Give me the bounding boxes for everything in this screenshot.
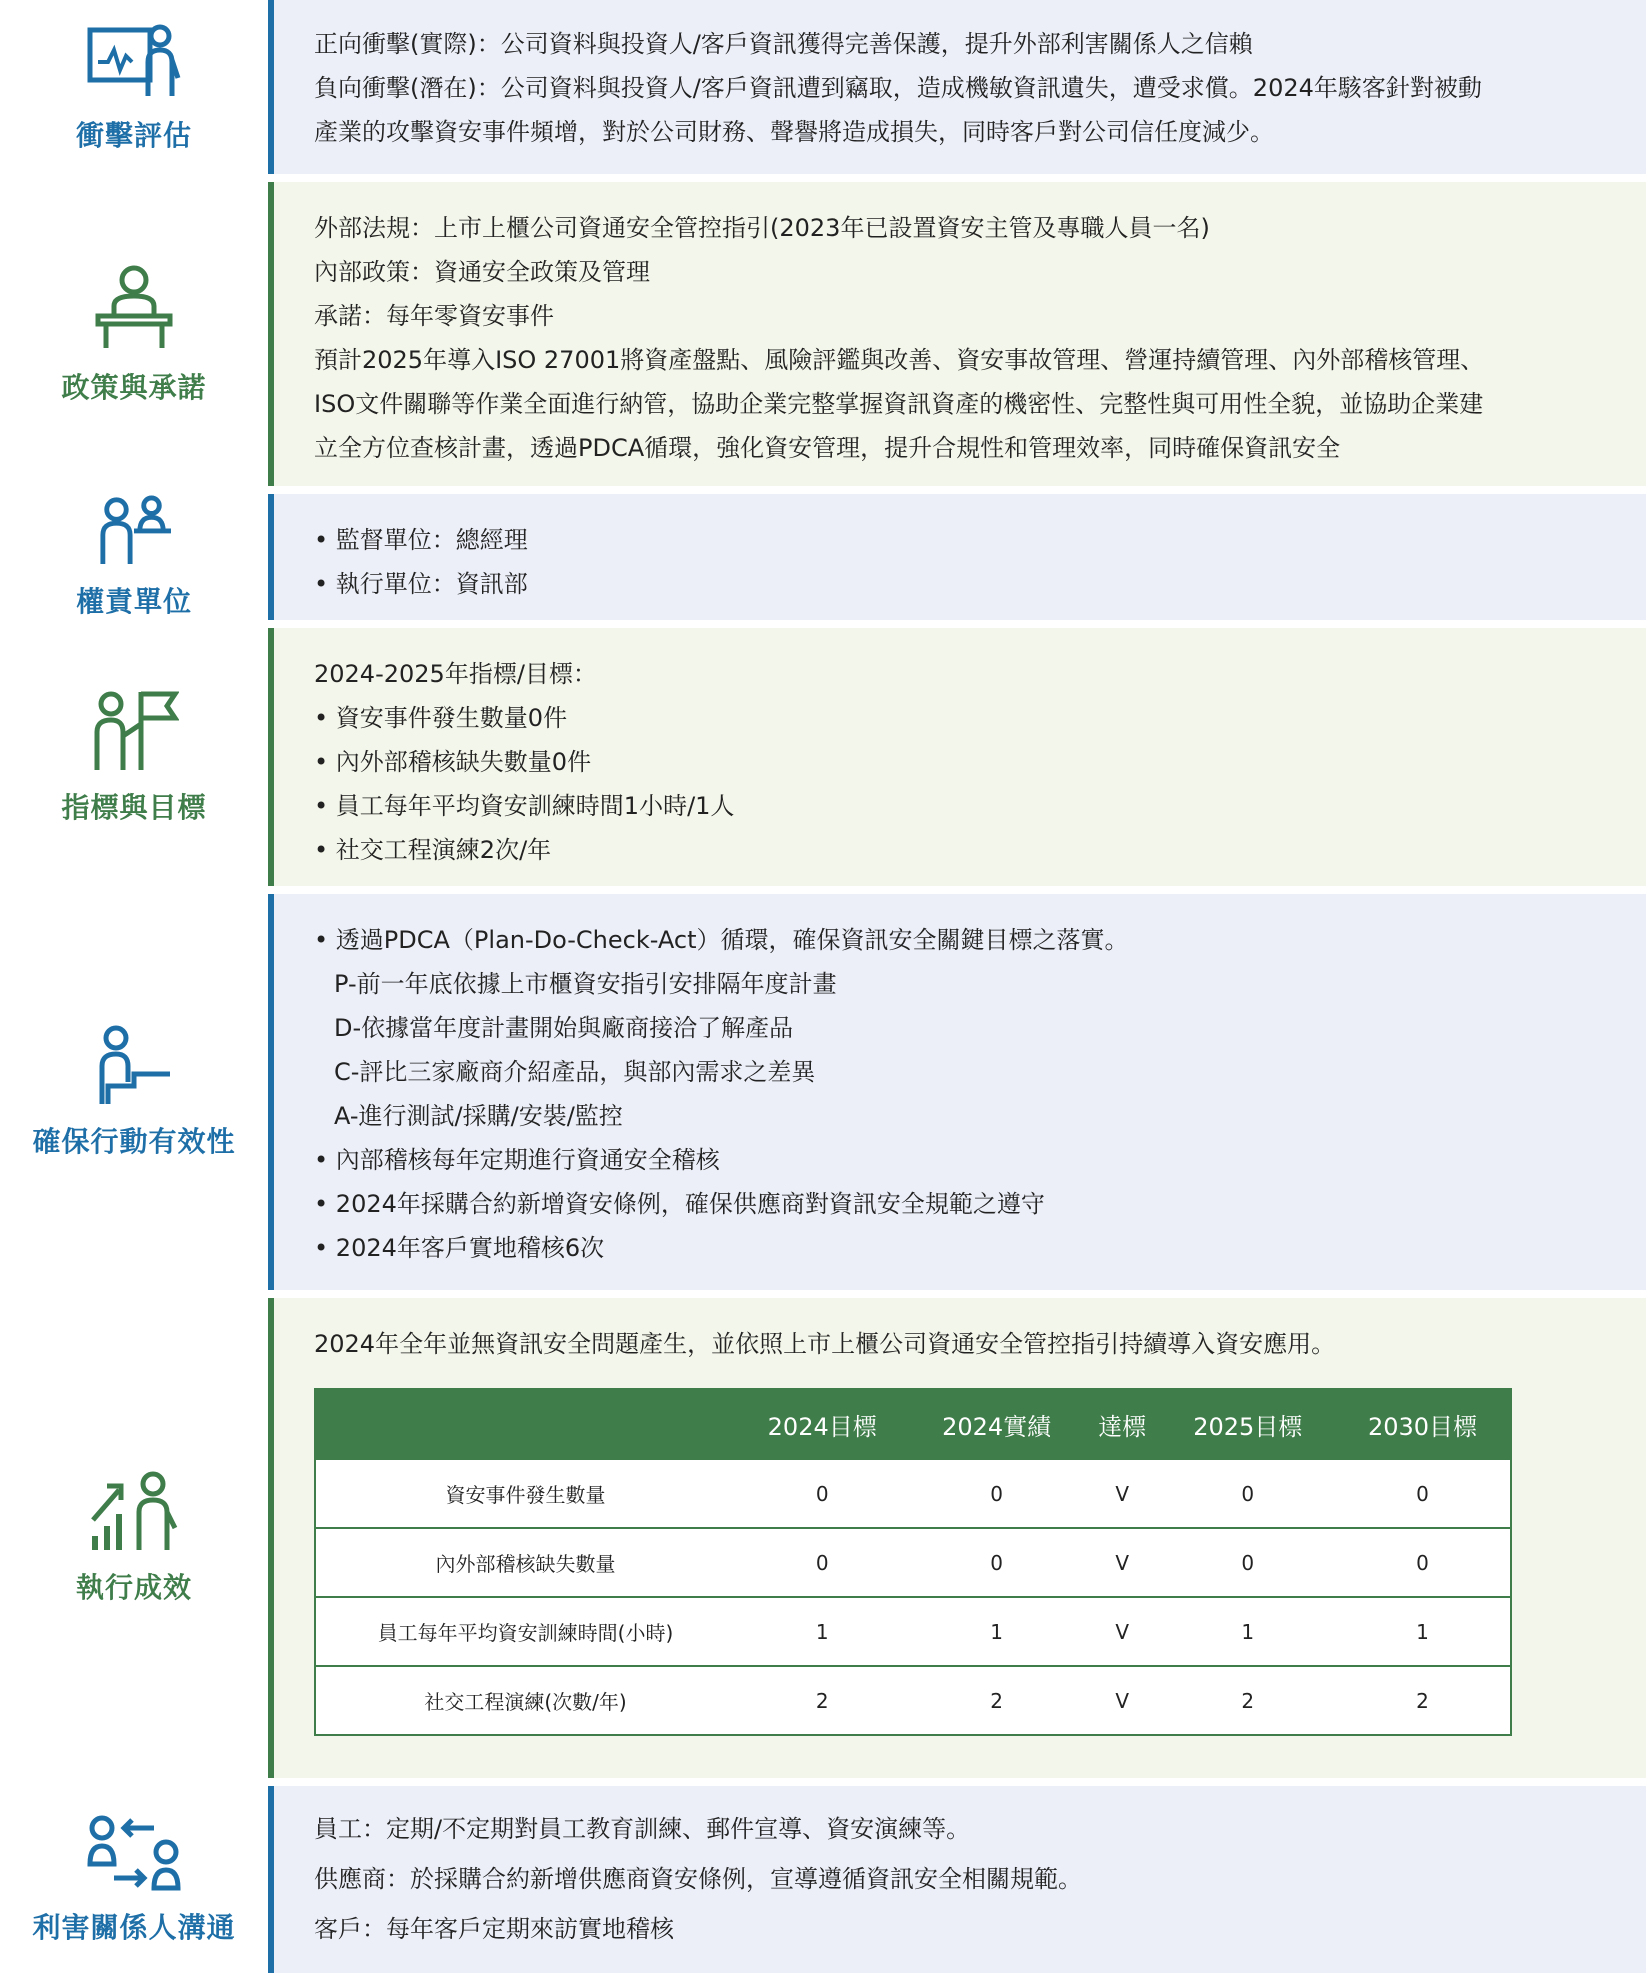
section-label-targets: [0, 628, 268, 886]
section-title: 衝擊評估: [75, 119, 192, 152]
text-line: 負向衝擊(潛在)：公司資料與投資人/客戶資訊遭到竊取，造成機敏資訊遺失，遭受求償。2024年駭客針對被動: [314, 74, 1482, 102]
text-line: 2024-2025年指標/目標：: [314, 660, 597, 688]
table-cell: 0: [735, 1459, 909, 1528]
table-row-label: 社交工程演練(次數/年): [315, 1666, 735, 1735]
section-results: [0, 1298, 1646, 1778]
table-cell: V: [1084, 1528, 1161, 1597]
section-label-effectiveness: [0, 894, 268, 1290]
text-line: 立全方位查核計畫，透過PDCA循環，強化資安管理，提升合規性和管理效率，同時確保資訊安全: [314, 434, 1341, 462]
table-header-cell: 達標: [1084, 1389, 1161, 1459]
section-title: 權責單位: [75, 585, 192, 618]
two-people-icon: [94, 494, 174, 566]
section-title: 指標與目標: [61, 791, 207, 824]
table-cell: 0: [1335, 1459, 1511, 1528]
bullet-item: • 2024年採購合約新增資安條例，確保供應商對資訊安全規範之遵守: [314, 1182, 1646, 1226]
table-cell: 2: [909, 1666, 1083, 1735]
person-flag-icon: [89, 688, 179, 772]
table-row-label: 員工每年平均資安訓練時間(小時): [315, 1597, 735, 1666]
text-line: ISO文件關聯等作業全面進行納管，協助企業完整掌握資訊資產的機密性、完整性與可用性全貌，並協助企業建: [314, 390, 1484, 418]
table-cell: 1: [1161, 1597, 1335, 1666]
table-header-cell: [315, 1389, 735, 1459]
text-line: 產業的攻擊資安事件頻增，對於公司財務、聲譽將造成損失，同時客戶對公司信任度減少。: [314, 118, 1274, 146]
table-row: [315, 1666, 1511, 1735]
bullet-item: • 社交工程演練2次/年: [314, 828, 1646, 872]
results-summary: 2024年全年並無資訊安全問題產生，並依照上市上櫃公司資通安全管控指引持續導入資安應用。: [314, 1330, 1336, 1358]
pdca-step: A-進行測試/採購/安裝/監控: [334, 1102, 623, 1130]
section-title: 利害關係人溝通: [32, 1910, 236, 1944]
table-cell: 2: [735, 1666, 909, 1735]
table-header-cell: 2030目標: [1335, 1389, 1511, 1459]
table-cell: 0: [1161, 1459, 1335, 1528]
section-label-policy: [0, 182, 268, 486]
text-line: 客戶：每年客戶定期來訪實地稽核: [314, 1915, 674, 1943]
table-header-cell: 2025目標: [1161, 1389, 1335, 1459]
table-header-cell: 2024目標: [735, 1389, 909, 1459]
bullet-item: • 2024年客戶實地稽核6次: [314, 1226, 1646, 1270]
section-content: [268, 1786, 1646, 1973]
section-title: 執行成效: [75, 1571, 192, 1604]
pdca-step: C-評比三家廠商介紹產品，與部內需求之差異: [334, 1058, 816, 1086]
section-content: [268, 1298, 1646, 1778]
person-steps-icon: [94, 1024, 174, 1106]
text-line: 承諾：每年零資安事件: [314, 302, 554, 330]
pdca-step: P-前一年底依據上市櫃資安指引安排隔年度計畫: [334, 970, 837, 998]
section-stakeholders: [0, 1786, 1646, 1973]
section-targets: [0, 628, 1646, 886]
table-row-label: 內外部稽核缺失數量: [315, 1528, 735, 1597]
kpi-table: [314, 1388, 1512, 1736]
pdca-step: D-依據當年度計畫開始與廠商接洽了解產品: [334, 1014, 794, 1042]
section-label-impact: [0, 0, 268, 174]
text-line: 供應商：於採購合約新增供應商資安條例，宣導遵循資訊安全相關規範。: [314, 1865, 1082, 1893]
table-cell: 1: [909, 1597, 1083, 1666]
section-title: 政策與承諾: [61, 371, 207, 404]
exchange-people-icon: [86, 1814, 182, 1892]
section-policy: [0, 182, 1646, 486]
text-line: 預計2025年導入ISO 27001將資產盤點、風險評鑑與改善、資安事故管理、營運持續管理、內外部稽核管理、: [314, 346, 1485, 374]
text-line: 外部法規：上市上櫃公司資通安全管控指引(2023年已設置資安主管及專職人員一名): [314, 214, 1210, 242]
text-line: 內部政策：資通安全政策及管理: [314, 258, 650, 286]
section-content: [268, 0, 1646, 174]
table-row-label: 資安事件發生數量: [315, 1459, 735, 1528]
section-impact: [0, 0, 1646, 174]
section-content: [268, 494, 1646, 620]
bullet-item: • 資安事件發生數量0件: [314, 696, 1646, 740]
table-cell: 0: [909, 1528, 1083, 1597]
section-label-stakeholders: [0, 1786, 268, 1973]
table-header-row: [315, 1389, 1511, 1459]
table-cell: 0: [1161, 1528, 1335, 1597]
table-cell: V: [1084, 1666, 1161, 1735]
podium-speaker-icon: [94, 262, 174, 352]
table-cell: V: [1084, 1597, 1161, 1666]
table-cell: 0: [1335, 1528, 1511, 1597]
section-label-results: [0, 1298, 268, 1778]
table-cell: 0: [909, 1459, 1083, 1528]
table-row: [315, 1459, 1511, 1528]
table-cell: 2: [1335, 1666, 1511, 1735]
table-cell: 1: [735, 1597, 909, 1666]
bullet-item: • 透過PDCA（Plan-Do-Check-Act）循環，確保資訊安全關鍵目標之落實。: [314, 918, 1646, 962]
bullet-item: • 執行單位：資訊部: [314, 562, 1646, 606]
table-row: [315, 1597, 1511, 1666]
table-cell: V: [1084, 1459, 1161, 1528]
text-line: 員工：定期/不定期對員工教育訓練、郵件宣導、資安演練等。: [314, 1815, 971, 1843]
section-title: 確保行動有效性: [32, 1125, 236, 1158]
table-cell: 2: [1161, 1666, 1335, 1735]
bullet-item: • 監督單位：總經理: [314, 518, 1646, 562]
table-header-cell: 2024實績: [909, 1389, 1083, 1459]
table-row: [315, 1528, 1511, 1597]
growth-chart-person-icon: [89, 1470, 179, 1552]
bullet-item: • 內部稽核每年定期進行資通安全稽核: [314, 1138, 1646, 1182]
section-label-responsibility: [0, 494, 268, 620]
table-cell: 0: [735, 1528, 909, 1597]
section-responsibility: [0, 494, 1646, 620]
bullet-item: • 內外部稽核缺失數量0件: [314, 740, 1646, 784]
text-line: 正向衝擊(實際)：公司資料與投資人/客戶資訊獲得完善保護，提升外部利害關係人之信賴: [314, 30, 1253, 58]
section-content: [268, 628, 1646, 886]
table-cell: 1: [1335, 1597, 1511, 1666]
section-content: [268, 182, 1646, 486]
section-content: [268, 894, 1646, 1290]
bullet-item: • 員工每年平均資安訓練時間1小時/1人: [314, 784, 1646, 828]
section-effectiveness: [0, 894, 1646, 1290]
chart-person-icon: [86, 20, 182, 100]
